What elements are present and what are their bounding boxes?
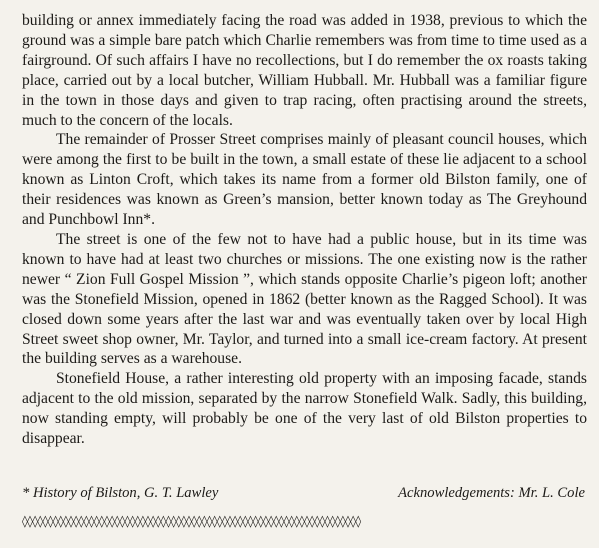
- body-text: [22, 11, 587, 449]
- paragraph-2: The remainder of Prosser Street comprises mainly of pleasant council houses, which were among the first to be built in the town, a small estate of these lie adjacent to a school known as Linton Croft, which takes its name from a former old Bilston family, one of their residences was known as Green’s mansion, better known today as The Greyhound and Punchbowl Inn*.: [22, 131, 587, 229]
- footnote: * History of Bilston, G. T. Lawley: [22, 485, 219, 501]
- ornamental-divider: ◊◊◊◊◊◊◊◊◊◊◊◊◊◊◊◊◊◊◊◊◊◊◊◊◊◊◊◊◊◊◊◊◊◊◊◊◊◊◊◊◊◊◊◊◊◊◊◊◊◊◊◊◊◊◊◊◊◊◊◊◊◊◊◊◊◊: [22, 514, 361, 528]
- acknowledgements: Acknowledgements: Mr. L. Cole: [398, 485, 585, 501]
- paragraph-3: The street is one of the few not to have had a public house, but in its time was known to have had at least two churches or missions. The one existing now is the rather newer “ Zion Full Gospel Mission ”, which stands opposite Charlie’s pigeon loft; another was the Stonefield Mission, opened in 1862 (better known as the Ragged School). It was closed down some years after the last war and was eventually taken over by local High Street sweet shop owner, Mr. Taylor, and turned into a small ice-cream factory. At present the building serves as a warehouse.: [22, 230, 587, 368]
- paragraph-1: building or annex immediately facing the road was added in 1938, previous to which the ground was a simple bare patch which Charlie remembers was from time to time used as a fairground. Of such affairs I have no recollections, but I do remember the ox roasts taking place, carried out by a local butcher, William Hubball. Mr. Hubball was a familiar figure in the town in those days and given to trap racing, often practising around the streets, much to the concern of the locals.: [22, 12, 587, 129]
- paragraph-4: Stonefield House, a rather interesting old property with an imposing facade, stands adjacent to the old mission, separated by the narrow Stonefield Walk. Sadly, this building, now standing empty, will probably be one of the very last of old Bilston properties to disappear.: [22, 370, 587, 448]
